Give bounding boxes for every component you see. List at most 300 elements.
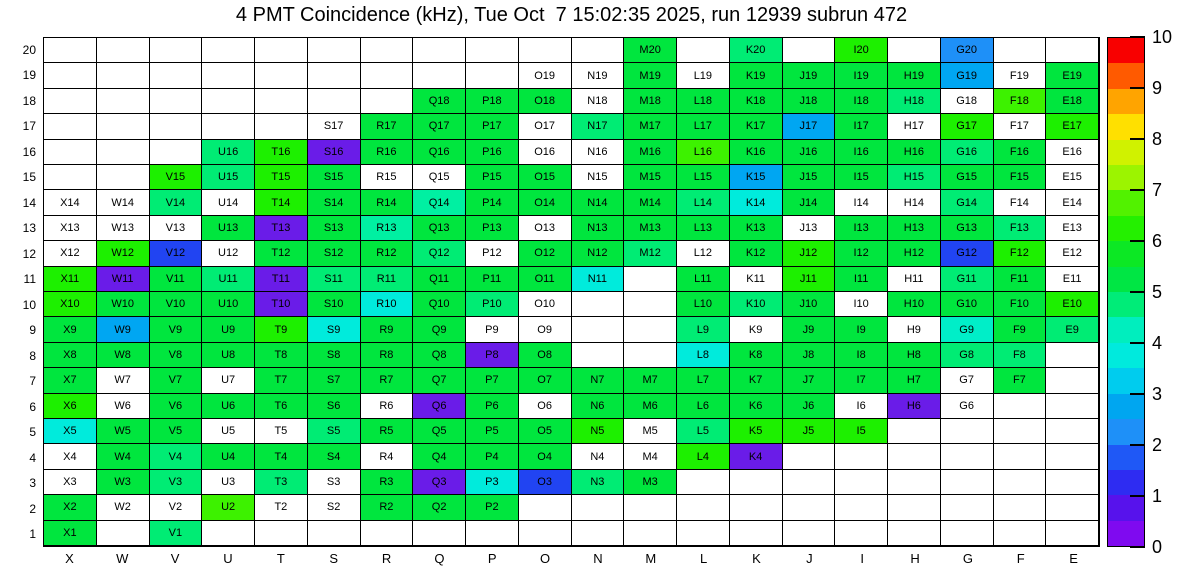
grid-cell: I7 (835, 368, 888, 393)
grid-cell-empty (1046, 444, 1099, 469)
grid-cell: M7 (624, 368, 677, 393)
grid-cell: Q13 (413, 216, 466, 241)
grid-cell-empty (255, 63, 308, 88)
grid-cell: E18 (1046, 89, 1099, 114)
grid-cell-empty (413, 521, 466, 546)
grid-cell: E17 (1046, 114, 1099, 139)
grid-cell: U6 (202, 394, 255, 419)
grid-cell: U8 (202, 343, 255, 368)
grid-cell-empty (202, 38, 255, 63)
grid-cell-empty (150, 114, 203, 139)
grid-cell: L8 (677, 343, 730, 368)
grid-cell: U16 (202, 140, 255, 165)
grid-cell: U3 (202, 470, 255, 495)
grid-cell: V2 (150, 495, 203, 520)
grid-cell: W4 (97, 444, 150, 469)
y-axis-label: 11 (23, 272, 36, 287)
grid-cell-empty (730, 521, 783, 546)
grid-cell: Q15 (413, 165, 466, 190)
grid-cell: M13 (624, 216, 677, 241)
grid-cell: F12 (994, 241, 1047, 266)
grid-cell: F19 (994, 63, 1047, 88)
grid-cell: W14 (97, 190, 150, 215)
grid-cell-empty (888, 38, 941, 63)
grid-cell: M18 (624, 89, 677, 114)
grid-cell: Q3 (413, 470, 466, 495)
grid-cell: I20 (835, 38, 888, 63)
x-axis-label: N (593, 551, 603, 566)
grid-cell: P10 (466, 292, 519, 317)
grid-cell: K12 (730, 241, 783, 266)
grid-cell: E15 (1046, 165, 1099, 190)
grid-cell: Q5 (413, 419, 466, 444)
grid-cell: G17 (941, 114, 994, 139)
grid-cell: O4 (519, 444, 572, 469)
grid-cell-empty (888, 444, 941, 469)
grid-cell: T15 (255, 165, 308, 190)
x-axis-label: I (860, 551, 864, 566)
grid-cell: O13 (519, 216, 572, 241)
grid-cell: F10 (994, 292, 1047, 317)
grid-cell-empty (941, 495, 994, 520)
grid-cell: M6 (624, 394, 677, 419)
grid-cell: M20 (624, 38, 677, 63)
grid-cell-empty (255, 89, 308, 114)
colorbar-tick (1130, 546, 1145, 548)
grid-cell: J18 (783, 89, 836, 114)
colorbar-tick (1130, 189, 1145, 191)
grid-cell: V10 (150, 292, 203, 317)
grid-cell: P13 (466, 216, 519, 241)
grid-cell: O8 (519, 343, 572, 368)
colorbar-tick (1130, 87, 1145, 89)
grid-cell-empty (519, 521, 572, 546)
grid-cell-empty (888, 521, 941, 546)
colorbar-tick-label: 9 (1152, 78, 1163, 98)
grid-cell-empty (1046, 343, 1099, 368)
grid-cell: I15 (835, 165, 888, 190)
grid-cell-empty (730, 470, 783, 495)
grid-cell: S3 (308, 470, 361, 495)
grid-cell: V3 (150, 470, 203, 495)
grid-cell-empty (97, 38, 150, 63)
x-axis-label: M (645, 551, 657, 566)
grid-cell: E16 (1046, 140, 1099, 165)
grid-cell: K9 (730, 317, 783, 342)
grid-cell: O5 (519, 419, 572, 444)
grid-cell-empty (730, 495, 783, 520)
grid-cell: F13 (994, 216, 1047, 241)
grid-cell-empty (994, 444, 1047, 469)
grid-cell: U5 (202, 419, 255, 444)
grid-cell: K8 (730, 343, 783, 368)
grid-cell: G16 (941, 140, 994, 165)
grid-cell: W11 (97, 267, 150, 292)
x-axis-label: H (910, 551, 920, 566)
grid-cell: N18 (572, 89, 625, 114)
grid-cell: N4 (572, 444, 625, 469)
grid-cell-empty (572, 521, 625, 546)
grid-cell-empty (941, 470, 994, 495)
grid-cell: S15 (308, 165, 361, 190)
colorbar-tick (1130, 138, 1145, 140)
grid-cell: R5 (361, 419, 414, 444)
grid-cell-empty (1046, 495, 1099, 520)
grid-cell: S6 (308, 394, 361, 419)
grid-cell: T8 (255, 343, 308, 368)
grid-cell: G20 (941, 38, 994, 63)
grid-cell: M5 (624, 419, 677, 444)
grid-cell-empty (677, 521, 730, 546)
grid-cell-empty (308, 63, 361, 88)
grid-cell: Q6 (413, 394, 466, 419)
x-axis-label: U (223, 551, 233, 566)
grid-cell-empty (783, 521, 836, 546)
grid-cell: X11 (44, 267, 97, 292)
grid-cell-empty (941, 419, 994, 444)
grid-cell: J19 (783, 63, 836, 88)
colorbar-tick (1130, 393, 1145, 395)
grid-cell: S9 (308, 317, 361, 342)
colorbar-tick (1130, 342, 1145, 344)
colorbar-band (1108, 394, 1144, 419)
colorbar-band (1108, 470, 1144, 495)
x-axis-label: G (962, 551, 973, 566)
grid-cell: T14 (255, 190, 308, 215)
grid-cell: R10 (361, 292, 414, 317)
grid-cell: Q18 (413, 89, 466, 114)
grid-cell: R11 (361, 267, 414, 292)
grid-cell: I6 (835, 394, 888, 419)
grid-cell: M14 (624, 190, 677, 215)
grid-cell: H18 (888, 89, 941, 114)
grid-cell: H7 (888, 368, 941, 393)
grid-cell: J8 (783, 343, 836, 368)
x-axis-label: O (540, 551, 551, 566)
grid-cell: Q14 (413, 190, 466, 215)
grid-cell: P11 (466, 267, 519, 292)
y-axis-label: 18 (22, 93, 36, 108)
grid-cell: G10 (941, 292, 994, 317)
grid-cell: O12 (519, 241, 572, 266)
grid-cell-empty (44, 140, 97, 165)
grid-cell: O15 (519, 165, 572, 190)
grid-cell: W10 (97, 292, 150, 317)
colorbar-band (1108, 241, 1144, 266)
grid-cell: Q2 (413, 495, 466, 520)
grid-cell-empty (835, 521, 888, 546)
grid-cell: L16 (677, 140, 730, 165)
x-axis-label: J (806, 551, 813, 566)
grid-cell: Q4 (413, 444, 466, 469)
grid-cell-empty (255, 38, 308, 63)
grid-cell: M4 (624, 444, 677, 469)
grid-cell-empty (150, 140, 203, 165)
plot-title: 4 PMT Coincidence (kHz), Tue Oct 7 15:02:35 2025, run 12939 subrun 472 (235, 4, 908, 26)
grid-cell: J10 (783, 292, 836, 317)
colorbar-tick-label: 8 (1152, 129, 1163, 149)
grid-cell-empty (150, 63, 203, 88)
grid-cell-empty (202, 63, 255, 88)
y-axis-label: 15 (22, 170, 36, 185)
grid-cell-empty (361, 521, 414, 546)
grid-cell-empty (361, 89, 414, 114)
grid-cell: F8 (994, 343, 1047, 368)
grid-cell: T6 (255, 394, 308, 419)
colorbar-tick-label: 2 (1152, 435, 1163, 455)
grid-cell: P15 (466, 165, 519, 190)
grid-cell: L17 (677, 114, 730, 139)
grid-cell: W5 (97, 419, 150, 444)
y-axis-label: 8 (29, 348, 36, 363)
grid-cell: R6 (361, 394, 414, 419)
colorbar-tick-label: 4 (1152, 333, 1163, 353)
grid-cell: J9 (783, 317, 836, 342)
y-axis-label: 10 (22, 297, 36, 312)
grid-cell: N3 (572, 470, 625, 495)
grid-cell: R17 (361, 114, 414, 139)
grid-cell: J5 (783, 419, 836, 444)
grid-cell-empty (835, 495, 888, 520)
grid-cell: X9 (44, 317, 97, 342)
grid-cell: R14 (361, 190, 414, 215)
grid-cell: I5 (835, 419, 888, 444)
grid-cell: P17 (466, 114, 519, 139)
grid-cell-empty (941, 444, 994, 469)
grid-cell: J13 (783, 216, 836, 241)
grid-cell: H12 (888, 241, 941, 266)
grid-cell: W6 (97, 394, 150, 419)
grid-cell: V6 (150, 394, 203, 419)
colorbar-band (1108, 63, 1144, 88)
grid-cell: S2 (308, 495, 361, 520)
grid-cell: V9 (150, 317, 203, 342)
x-axis-label: R (381, 551, 392, 566)
grid-cell-empty (835, 444, 888, 469)
y-axis-label: 13 (22, 221, 36, 236)
grid-cell: K19 (730, 63, 783, 88)
grid-cell: J11 (783, 267, 836, 292)
grid-cell: W2 (97, 495, 150, 520)
y-axis-label: 12 (22, 246, 36, 261)
colorbar-tick-label: 6 (1152, 231, 1163, 251)
grid-cell: T13 (255, 216, 308, 241)
grid-cell: G13 (941, 216, 994, 241)
grid-cell-empty (1046, 394, 1099, 419)
grid-cell-empty (308, 38, 361, 63)
grid-cell: F11 (994, 267, 1047, 292)
grid-cell-empty (941, 521, 994, 546)
grid-cell: V4 (150, 444, 203, 469)
grid-cell: T16 (255, 140, 308, 165)
grid-cell: M19 (624, 63, 677, 88)
grid-cell: P4 (466, 444, 519, 469)
grid-cell-empty (150, 38, 203, 63)
grid-cell: R13 (361, 216, 414, 241)
y-axis-label: 2 (29, 501, 36, 516)
grid-cell: G19 (941, 63, 994, 88)
grid-cell: Q10 (413, 292, 466, 317)
grid-cell: F16 (994, 140, 1047, 165)
grid-cell-empty (888, 419, 941, 444)
grid-cell: T5 (255, 419, 308, 444)
grid-cell: P8 (466, 343, 519, 368)
colorbar-tick-label: 7 (1152, 180, 1163, 200)
y-axis-label: 19 (22, 68, 36, 83)
grid-cell-empty (44, 63, 97, 88)
grid-cell: E10 (1046, 292, 1099, 317)
grid-cell-empty (44, 38, 97, 63)
grid-cell: K17 (730, 114, 783, 139)
grid-cell: M3 (624, 470, 677, 495)
colorbar-band (1108, 89, 1144, 114)
grid-cell-empty (835, 470, 888, 495)
grid-cell: L14 (677, 190, 730, 215)
grid-cell: H14 (888, 190, 941, 215)
x-axis-label: K (752, 551, 761, 566)
grid-cell: N6 (572, 394, 625, 419)
grid-cell: J7 (783, 368, 836, 393)
x-axis-label: X (65, 551, 74, 566)
grid-cell-empty (572, 317, 625, 342)
colorbar-band (1108, 521, 1144, 546)
grid-cell: T10 (255, 292, 308, 317)
grid-cell: K20 (730, 38, 783, 63)
grid-cell: G18 (941, 89, 994, 114)
grid-cell: L9 (677, 317, 730, 342)
grid-cell: W12 (97, 241, 150, 266)
grid-cell: E14 (1046, 190, 1099, 215)
grid-cell: N12 (572, 241, 625, 266)
grid-cell: S7 (308, 368, 361, 393)
grid-cell-empty (624, 267, 677, 292)
grid-cell: O19 (519, 63, 572, 88)
grid-cell: X10 (44, 292, 97, 317)
grid-cell: L15 (677, 165, 730, 190)
grid-cell: H8 (888, 343, 941, 368)
grid-cell: X13 (44, 216, 97, 241)
grid-cell: M15 (624, 165, 677, 190)
grid-cell: V5 (150, 419, 203, 444)
x-axis-label: T (276, 551, 285, 566)
grid-cell-empty (97, 63, 150, 88)
grid-cell-empty (783, 495, 836, 520)
grid-cell: G15 (941, 165, 994, 190)
grid-cell: X12 (44, 241, 97, 266)
grid-cell: F18 (994, 89, 1047, 114)
grid-cell: F14 (994, 190, 1047, 215)
grid-cell-empty (783, 444, 836, 469)
grid-cell-empty (994, 38, 1047, 63)
grid-cell: K11 (730, 267, 783, 292)
y-axis-label: 5 (29, 425, 36, 440)
colorbar-tick-label: 0 (1152, 537, 1163, 557)
colorbar-tick-label: 3 (1152, 384, 1163, 404)
y-axis-label: 1 (29, 527, 36, 542)
grid-cell-empty (888, 470, 941, 495)
grid-cell: G14 (941, 190, 994, 215)
grid-cell: P7 (466, 368, 519, 393)
grid-cell: X7 (44, 368, 97, 393)
grid-cell: M16 (624, 140, 677, 165)
x-axis-label: E (1069, 551, 1078, 566)
grid-cell: S13 (308, 216, 361, 241)
x-axis-label: S (329, 551, 338, 566)
grid-cell: K13 (730, 216, 783, 241)
grid-cell: E11 (1046, 267, 1099, 292)
grid-cell-empty (97, 521, 150, 546)
colorbar-tick-label: 1 (1152, 486, 1163, 506)
grid-cell: I13 (835, 216, 888, 241)
grid-cell: O18 (519, 89, 572, 114)
y-axis-label: 14 (22, 195, 36, 210)
x-axis-label: L (700, 551, 708, 566)
grid-cell: K14 (730, 190, 783, 215)
grid-cell: K5 (730, 419, 783, 444)
grid-cell: X14 (44, 190, 97, 215)
grid-cell: E12 (1046, 241, 1099, 266)
grid-cell: Q8 (413, 343, 466, 368)
grid-cell: E13 (1046, 216, 1099, 241)
grid-cell: R15 (361, 165, 414, 190)
grid-cell: O6 (519, 394, 572, 419)
grid-cell-empty (97, 165, 150, 190)
grid-cell: O7 (519, 368, 572, 393)
grid-cell: R16 (361, 140, 414, 165)
grid-cell: L13 (677, 216, 730, 241)
x-axis-label: W (116, 551, 129, 566)
grid-cell: V14 (150, 190, 203, 215)
grid-cell: I10 (835, 292, 888, 317)
grid-cell: X2 (44, 495, 97, 520)
grid-cell: T3 (255, 470, 308, 495)
grid-cell: N5 (572, 419, 625, 444)
grid-cell-empty (519, 495, 572, 520)
x-axis-label: F (1016, 551, 1025, 566)
grid-cell-empty (624, 317, 677, 342)
y-axis-label: 9 (29, 323, 36, 338)
grid-cell: U7 (202, 368, 255, 393)
colorbar-band (1108, 190, 1144, 215)
grid-cell: N19 (572, 63, 625, 88)
grid-cell-empty (519, 38, 572, 63)
grid-cell: G11 (941, 267, 994, 292)
grid-cell-empty (994, 470, 1047, 495)
grid-cell: H13 (888, 216, 941, 241)
grid-cell-empty (97, 140, 150, 165)
colorbar-band (1108, 140, 1144, 165)
grid-cell-empty (466, 63, 519, 88)
grid-cell-empty (572, 38, 625, 63)
grid-cell-empty (97, 114, 150, 139)
grid-cell: L6 (677, 394, 730, 419)
grid-cell: R3 (361, 470, 414, 495)
grid-cell: K10 (730, 292, 783, 317)
grid-cell: S4 (308, 444, 361, 469)
grid-cell: E19 (1046, 63, 1099, 88)
grid-cell: S10 (308, 292, 361, 317)
grid-cell: U4 (202, 444, 255, 469)
grid-cell: K4 (730, 444, 783, 469)
grid-cell: N16 (572, 140, 625, 165)
grid-cell: I14 (835, 190, 888, 215)
heatmap-grid (43, 37, 1100, 547)
grid-cell-empty (1046, 419, 1099, 444)
grid-cell-empty (150, 89, 203, 114)
grid-cell: H17 (888, 114, 941, 139)
grid-cell: I17 (835, 114, 888, 139)
colorbar-band (1108, 368, 1144, 393)
